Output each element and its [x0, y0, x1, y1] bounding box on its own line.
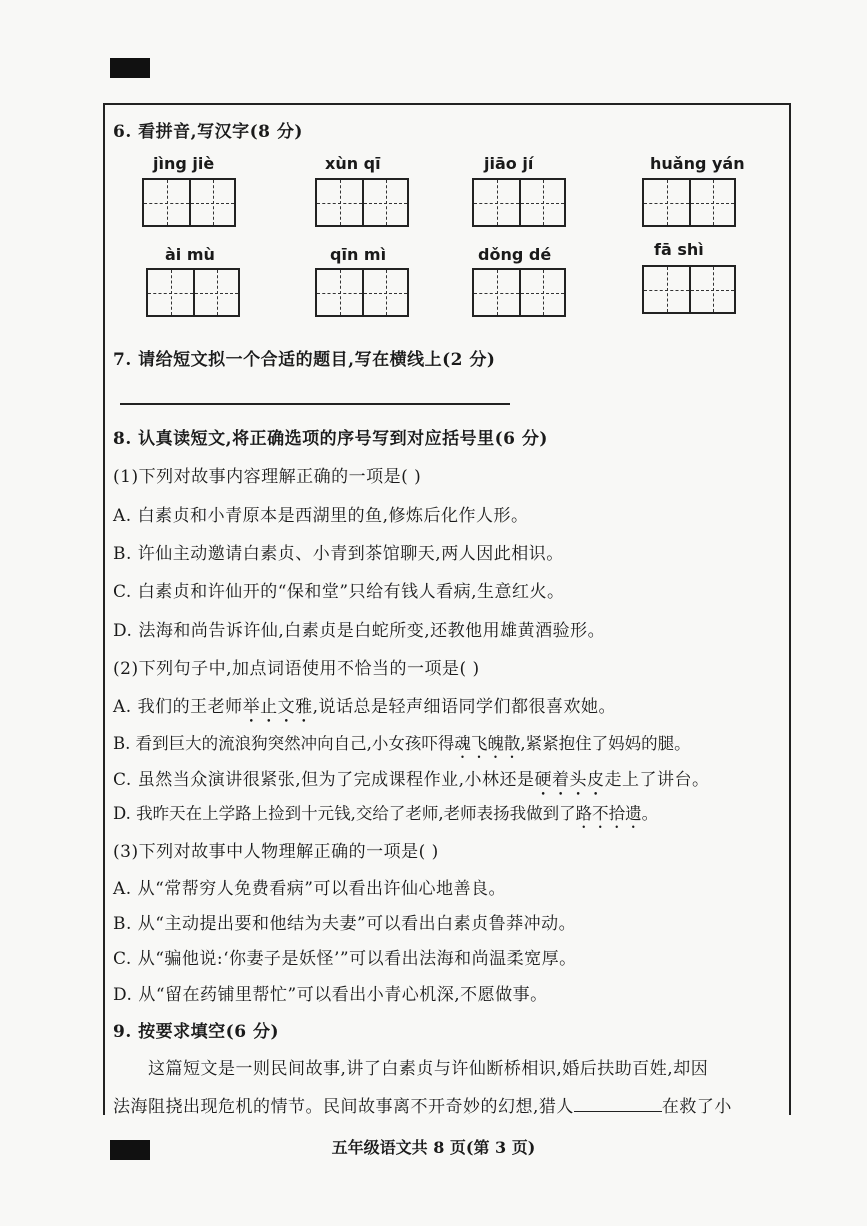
char-grid-1[interactable] [142, 178, 236, 227]
q8-2-stem: (2)下列句子中,加点词语使用不恰当的一项是( ) [113, 659, 480, 679]
q8-3-option-d: D. 从“留在药铺里帮忙”可以看出小青心机深,不愿做事。 [113, 985, 548, 1005]
q8-1-option-c: C. 白素贞和许仙开的“保和堂”只给有钱人看病,生意红火。 [113, 582, 565, 602]
pinyin-1: jìng jiè [153, 154, 215, 173]
pinyin-7: dǒng dé [478, 245, 552, 264]
q6-title: 6. 看拼音,写汉字(8 分) [113, 122, 303, 142]
pinyin-8: fā shì [654, 240, 704, 259]
fill-blank[interactable] [574, 1097, 662, 1112]
char-grid-5[interactable] [146, 268, 240, 317]
q9-paragraph-line1: 这篇短文是一则民间故事,讲了白素贞与许仙断桥相识,婚后扶助百姓,却因 [148, 1059, 709, 1079]
q7-title: 7. 请给短文拟一个合适的题目,写在横线上(2 分) [113, 350, 496, 370]
q9-paragraph-line2: 法海阻挠出现危机的情节。民间故事离不开奇妙的幻想,猎人 在救了小 [113, 1097, 732, 1117]
pinyin-5: ài mù [165, 245, 215, 264]
char-grid-4[interactable] [642, 178, 736, 227]
page-footer: 五年级语文共 8 页(第 3 页) [331, 1138, 536, 1157]
char-grid-7[interactable] [472, 268, 566, 317]
q8-3-option-c: C. 从“骗他说:‘你妻子是妖怪’”可以看出法海和尚温柔宽厚。 [113, 949, 577, 969]
pinyin-3: jiāo jí [484, 154, 534, 173]
q8-2-option-a: A. 我们的王老师举止文雅,说话总是轻声细语同学们都很喜欢她。 [113, 697, 616, 717]
q8-1-option-b: B. 许仙主动邀请白素贞、小青到茶馆聊天,两人因此相识。 [113, 544, 564, 564]
q8-1-option-a: A. 白素贞和小青原本是西湖里的鱼,修炼后化作人形。 [113, 506, 529, 526]
pinyin-6: qīn mì [330, 245, 387, 264]
char-grid-3[interactable] [472, 178, 566, 227]
dotted-term-d: 路不拾遗 [575, 804, 642, 823]
char-grid-8[interactable] [642, 265, 736, 314]
q8-3-option-b: B. 从“主动提出要和他结为夫妻”可以看出白素贞鲁莽冲动。 [113, 914, 577, 934]
dotted-term-c: 硬着头皮 [534, 770, 605, 790]
dotted-term-a: 举止文雅 [242, 697, 313, 717]
q8-3-option-a: A. 从“常帮穷人免费看病”可以看出许仙心地善良。 [113, 879, 506, 899]
q8-1-option-d: D. 法海和尚告诉许仙,白素贞是白蛇所变,还教他用雄黄酒验形。 [113, 621, 606, 641]
pinyin-4: huǎng yán [650, 154, 745, 173]
registration-mark-top [110, 58, 150, 78]
q8-title: 8. 认真读短文,将正确选项的序号写到对应括号里(6 分) [113, 429, 548, 449]
q8-2-option-c: C. 虽然当众演讲很紧张,但为了完成课程作业,小林还是硬着头皮走上了讲台。 [113, 770, 710, 790]
char-grid-2[interactable] [315, 178, 409, 227]
title-answer-line[interactable] [120, 403, 510, 405]
dotted-term-b: 魂飞魄散 [454, 734, 521, 753]
q8-2-option-b: B. 看到巨大的流浪狗突然冲向自己,小女孩吓得魂飞魄散,紧紧抱住了妈妈的腿。 [113, 734, 691, 753]
q8-2-option-d: D. 我昨天在上学路上捡到十元钱,交给了老师,老师表扬我做到了路不拾遗。 [113, 804, 659, 823]
pinyin-2: xùn qī [325, 154, 381, 173]
q8-3-stem: (3)下列对故事中人物理解正确的一项是( ) [113, 842, 439, 862]
q8-1-stem: (1)下列对故事内容理解正确的一项是( ) [113, 467, 422, 487]
q9-title: 9. 按要求填空(6 分) [113, 1022, 279, 1042]
char-grid-6[interactable] [315, 268, 409, 317]
